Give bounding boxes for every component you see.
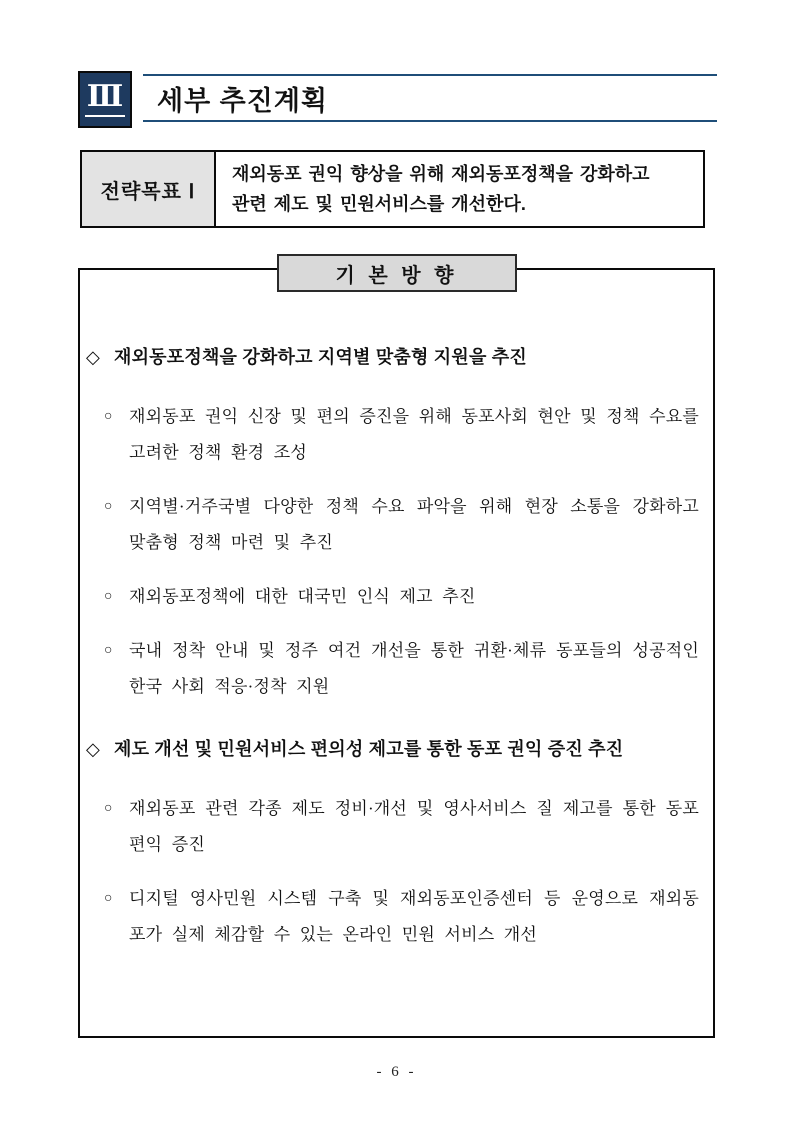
- strategy-goal-table: [80, 150, 705, 228]
- bullet-item: [104, 579, 699, 615]
- circle-bullet-icon: ○: [104, 409, 113, 424]
- circle-bullet-icon: ○: [104, 801, 113, 816]
- circle-bullet-icon: ○: [104, 589, 113, 604]
- basic-direction-box: [78, 264, 715, 1038]
- circle-bullet-icon: ○: [104, 499, 113, 514]
- bullet-item: [104, 399, 699, 471]
- bullet-text: 재외동포정책에 대한 대국민 인식 제고 추진: [129, 587, 476, 606]
- bullet-text: 디지털 영사민원 시스템 구축 및 재외동포인증센터 등 운영으로 재외동포가 실제 체감할 수 있는 온라인 민원 서비스 개선: [129, 889, 699, 944]
- circle-bullet-icon: ○: [104, 891, 113, 906]
- diamond-icon: ◇: [86, 347, 101, 367]
- strategy-goal-line-2: 관련 제도 및 민원서비스를 개선한다.: [232, 194, 526, 214]
- strategy-goal-line-1: 재외동포 권익 향상을 위해 재외동포정책을 강화하고: [232, 164, 650, 184]
- diamond-icon: ◇: [86, 739, 101, 759]
- section-header: [78, 71, 717, 128]
- bullet-text: 국내 정착 안내 및 정주 여건 개선을 통한 귀환·체류 동포들의 성공적인 한국 사회 적응·정착 지원: [129, 641, 699, 696]
- section-title: 세부 추진계획: [157, 85, 328, 116]
- bullet-item: [104, 633, 699, 705]
- bullet-text: 재외동포 권익 신장 및 편의 증진을 위해 동포사회 현안 및 정책 수요를 고려한 정책 환경 조성: [129, 407, 699, 462]
- goal-heading-1: [86, 345, 699, 369]
- bullet-item: [104, 791, 699, 863]
- bullet-text: 지역별·거주국별 다양한 정책 수요 파악을 위해 현장 소통을 강화하고 맞춤형 정책 마련 및 추진: [129, 497, 699, 552]
- basic-direction-tab: 기 본 방 향: [277, 254, 517, 292]
- goal-heading-2: [86, 737, 699, 761]
- strategy-goal-label: 전략목표 Ⅰ: [82, 152, 216, 226]
- section-title-bar: [143, 74, 717, 122]
- circle-bullet-icon: ○: [104, 643, 113, 658]
- section-number: Ⅲ: [85, 82, 126, 117]
- goal-heading-2-text: 제도 개선 및 민원서비스 편의성 제고를 통한 동포 권익 증진 추진: [114, 739, 624, 759]
- bullet-item: [104, 881, 699, 953]
- bullet-text: 재외동포 관련 각종 제도 정비·개선 및 영사서비스 질 제고를 통한 동포 편익 증진: [129, 799, 699, 854]
- bullet-item: [104, 489, 699, 561]
- section-number-box: [78, 71, 132, 128]
- goal-heading-1-text: 재외동포정책을 강화하고 지역별 맞춤형 지원을 추진: [114, 347, 527, 367]
- strategy-goal-text: [216, 152, 703, 226]
- page-number: - 6 -: [376, 1064, 417, 1080]
- basic-direction-content: [80, 270, 713, 971]
